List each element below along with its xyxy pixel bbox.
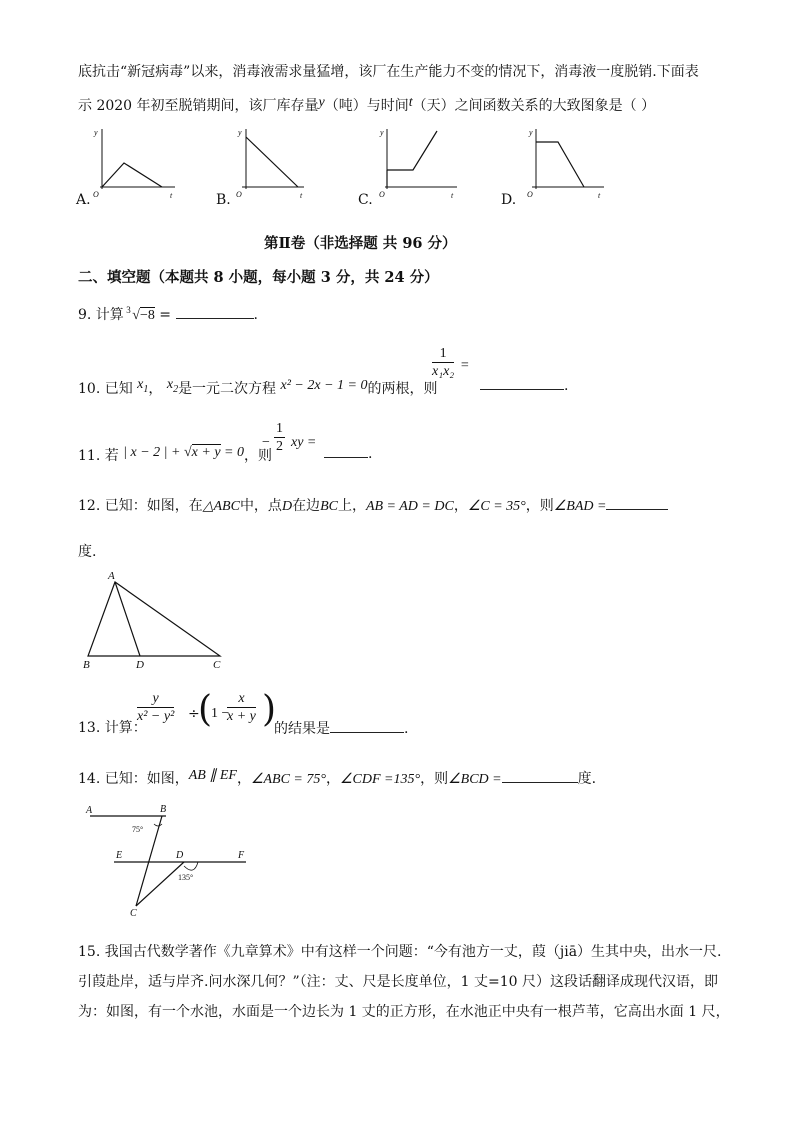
q15-line-1: 15. 我国古代数学著作《九章算术》中有这样一个问题：“今有池方一丈，葭（jiā）生其中央，出水一尺. [78, 944, 722, 960]
graph-option-a [90, 125, 180, 200]
svg-text:O: O [236, 190, 242, 199]
svg-text:D: D [176, 850, 184, 861]
question-12: 12. 已知：如图，在△ABC中，点D在边BC上，AB = AD = DC，∠C = 35°，则∠BAD = [78, 495, 668, 517]
q12-line-2: 度. [78, 544, 97, 560]
svg-text:A: A [108, 570, 115, 582]
svg-text:E: E [116, 850, 123, 861]
question-10: 10. 已知 $x_1$， $x_2$是一元二次方程 x² − 2x − 1 = 0的两根，则 [78, 377, 438, 397]
parallel-lines-figure [84, 800, 254, 920]
option-a-label: A. [76, 192, 91, 208]
q15-line-2: 引葭赴岸，适与岸齐.问水深几何？”（注：丈、尺是长度单位，1 丈=10 尺）这段话翻译成现代汉语，即 [78, 974, 718, 990]
q15-line-3: 为：如图，有一个水池，水面是一个边长为 1 丈的正方形，在水池正中央有一根芦苇，它高出水面 1 尺， [78, 1004, 730, 1020]
svg-text:D: D [136, 659, 144, 671]
section-2-title: 二、填空题（本题共 8 小题，每小题 3 分，共 24 分） [78, 269, 439, 286]
svg-text:O: O [527, 190, 533, 199]
q10-fraction: $\frac{1}{\text{x₁x₂}}$ [432, 346, 455, 379]
quadratic-equation: x² − 2x − 1 = 0 [280, 378, 368, 393]
q13-fraction-1: $\frac{y}{\text{x² − y²}}$ [137, 691, 175, 724]
radicand: −8 [139, 308, 155, 323]
svg-text:75°: 75° [132, 825, 144, 834]
svg-text:F: F [238, 850, 245, 861]
graph-option-d [524, 125, 609, 200]
var-y: y [318, 95, 325, 110]
svg-text:t: t [451, 191, 454, 200]
svg-text:C: C [213, 659, 221, 671]
answer-blank-12[interactable] [606, 495, 668, 510]
svg-text:t: t [598, 191, 601, 200]
svg-text:y: y [529, 128, 533, 137]
q8-line-2: 示 2020 年初至脱销期间，该厂库存量y（吨）与时间t（天）之间函数关系的大致图象是（ ） [78, 95, 656, 114]
question-9: 9. 计算 3 √−8 = . [78, 305, 258, 323]
graph-option-b [232, 125, 312, 200]
answer-blank-9[interactable] [176, 304, 254, 319]
answer-blank-14[interactable] [502, 768, 578, 783]
axis-y-label: y [94, 128, 98, 137]
option-b-label: B. [216, 192, 231, 208]
option-c-label: C. [358, 192, 373, 208]
question-13-label: 13. 计算： [78, 720, 147, 736]
answer-blank-10[interactable] [480, 375, 564, 390]
var-t: t [408, 95, 413, 110]
svg-text:A: A [86, 805, 93, 816]
svg-text:C: C [130, 908, 137, 919]
svg-text:y: y [380, 128, 384, 137]
question-14: 14. 已知：如图，AB ∥ EF，∠ABC = 75°，∠CDF =135°，则∠BCD = 度. [78, 768, 597, 787]
triangle-abc-figure [80, 568, 240, 673]
part-2-title: 第Ⅱ卷（非选择题 共 96 分） [264, 235, 457, 252]
svg-text:t: t [300, 191, 303, 200]
origin-label: O [93, 190, 99, 199]
option-d-label: D. [501, 192, 517, 208]
question-11: 11. 若 | x − 2 | + √x + y = 0，则 [78, 445, 272, 464]
svg-text:B: B [160, 804, 167, 815]
axis-t-label: t [170, 191, 173, 200]
svg-text:y: y [238, 128, 242, 137]
q8-line-1: 底抗击“新冠病毒”以来，消毒液需求量猛增，该厂在生产能力不变的情况下，消毒液一度脱销.下面表 [78, 64, 699, 80]
q13-fraction-2: $\frac{x}{x + y}$ [227, 691, 256, 724]
graph-option-c [377, 125, 462, 200]
svg-text:B: B [83, 659, 90, 671]
q11-expression: − [262, 435, 270, 450]
answer-blank-13[interactable] [330, 718, 404, 733]
answer-blank-11[interactable] [324, 443, 368, 458]
q11-fraction: $\frac{1}{2}$ [276, 421, 283, 454]
svg-text:135°: 135° [178, 873, 194, 882]
svg-text:O: O [379, 190, 385, 199]
